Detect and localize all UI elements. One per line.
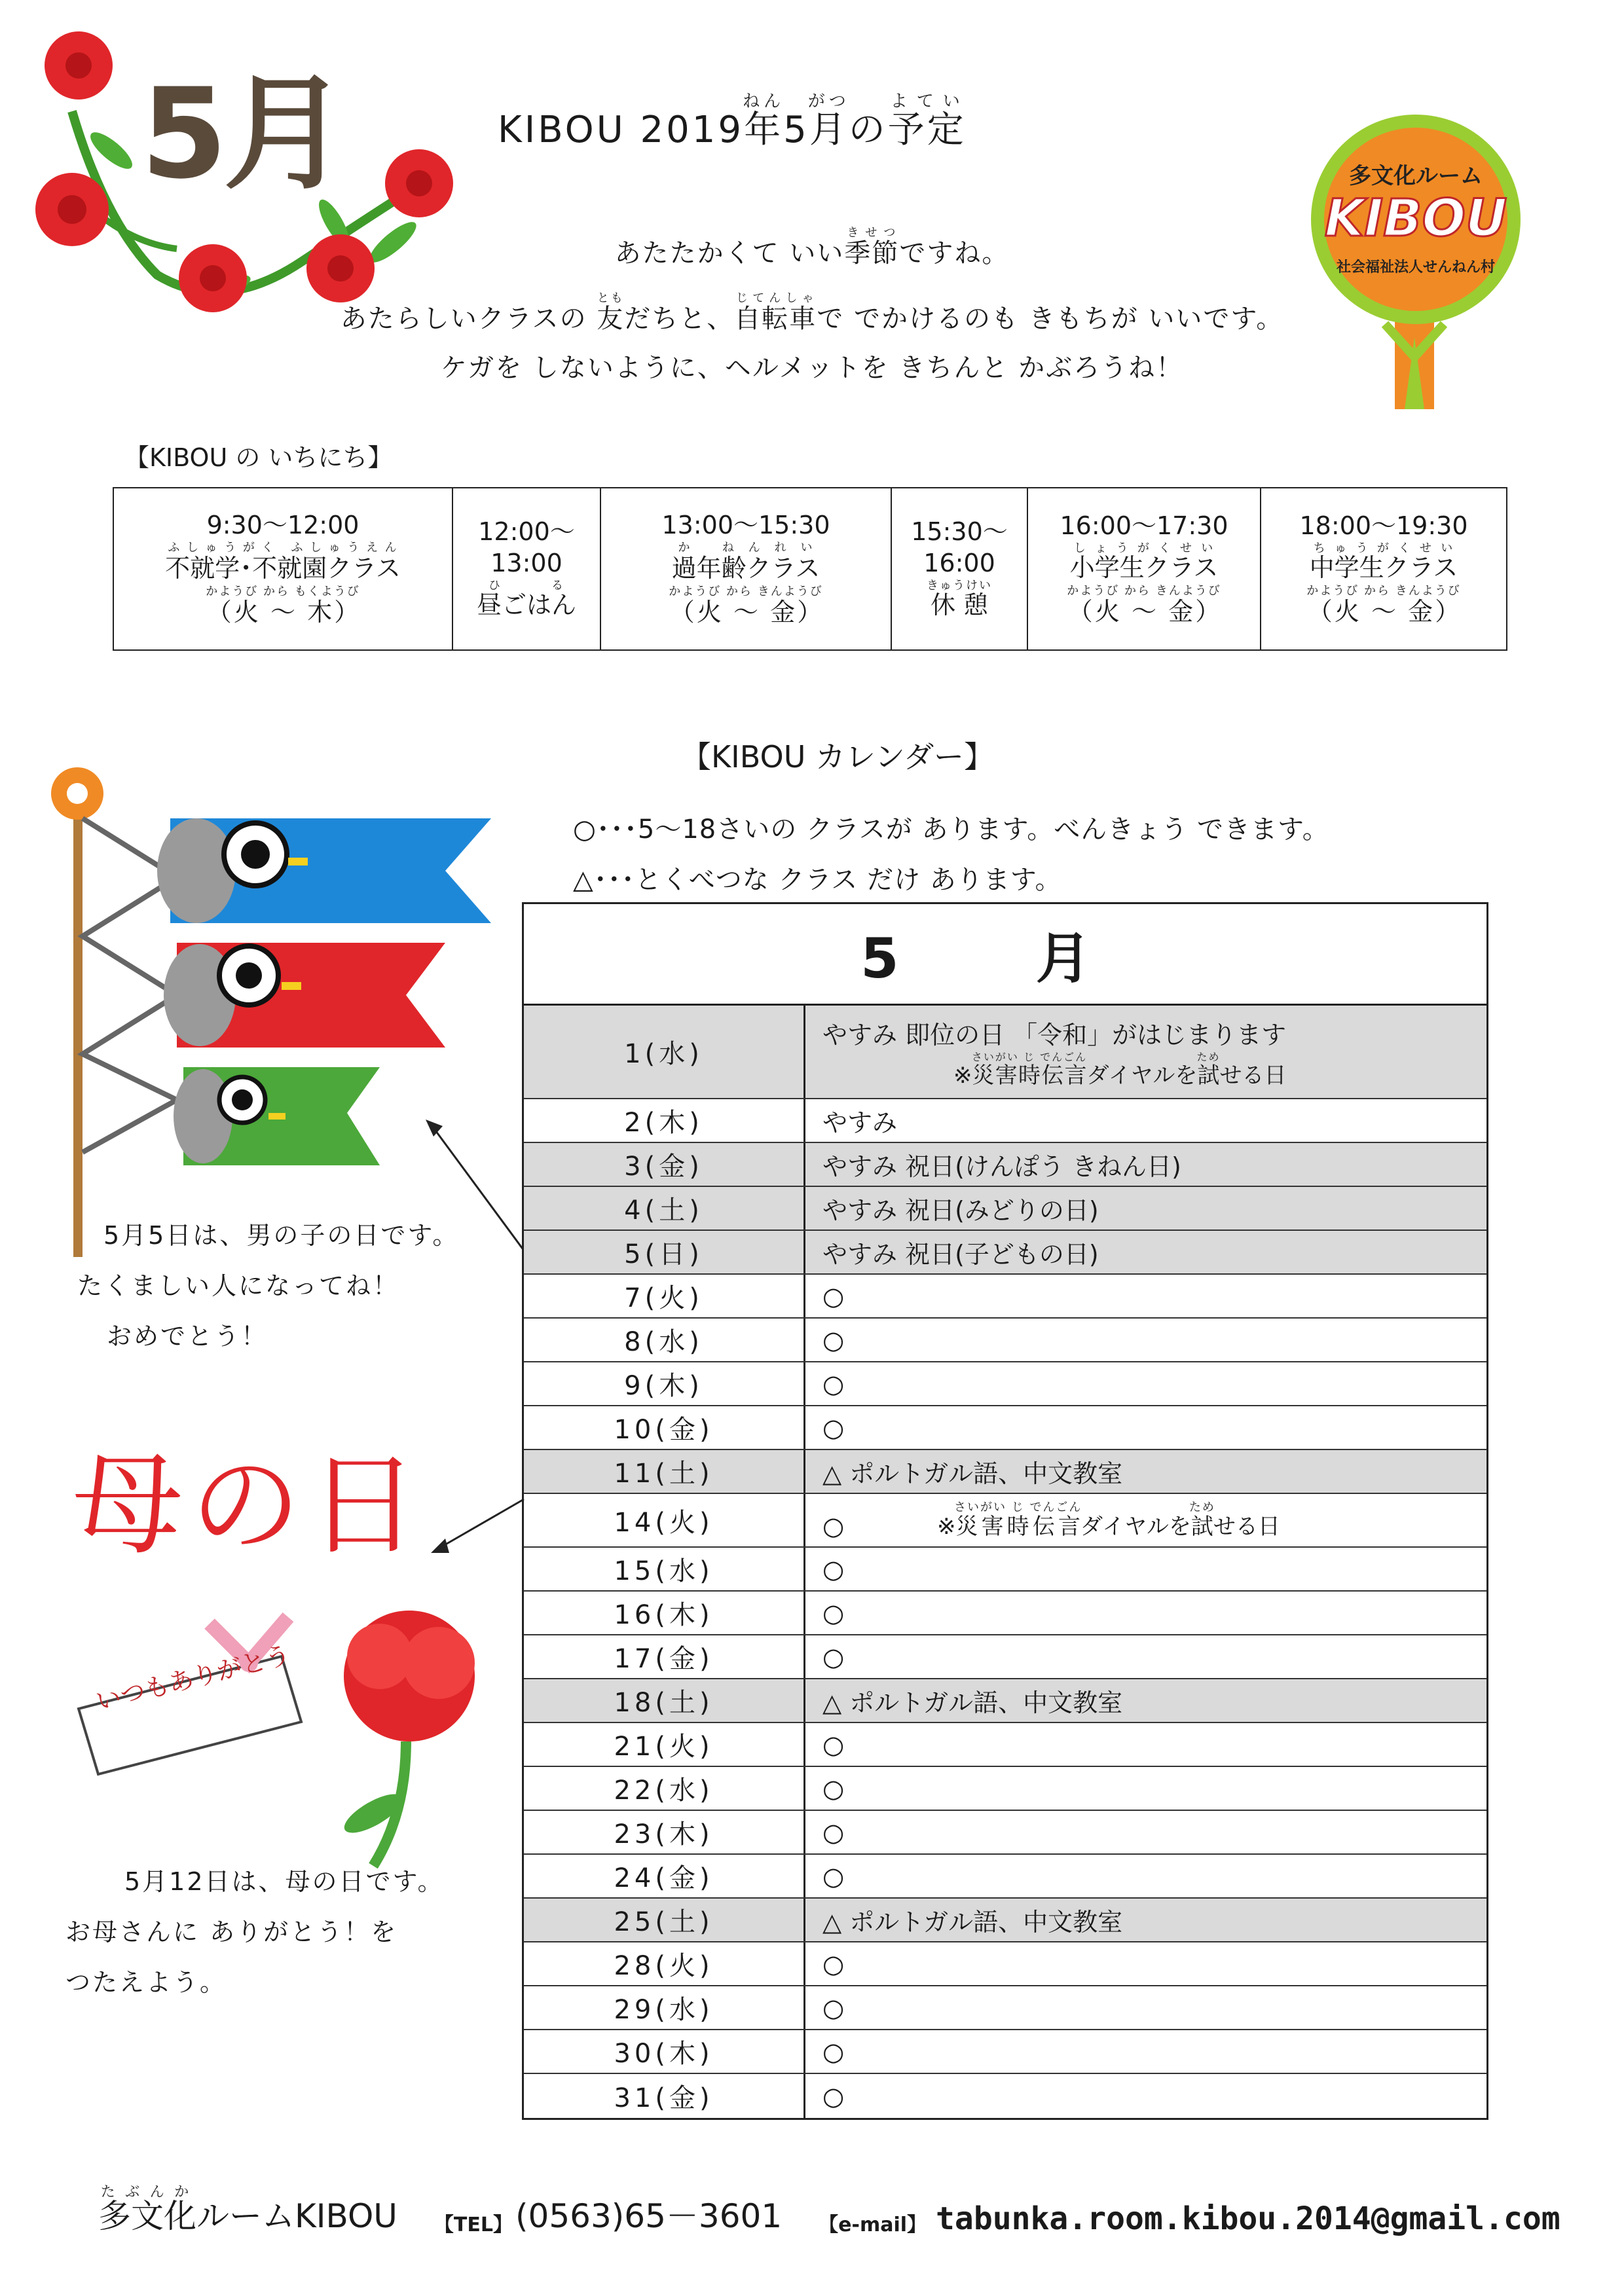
- calendar-date: 23(木): [524, 1811, 805, 1853]
- calendar-date: 4(土): [524, 1187, 805, 1230]
- calendar-date: 15(水): [524, 1548, 805, 1590]
- calendar-note-subtext: ※災害時伝言さいがい じ でんごんダイヤルを試ためせる日: [953, 1050, 1287, 1089]
- schedule-time: 18:00～19:30: [1299, 511, 1468, 540]
- schedule-class-name: 不就学･不就園クラス: [165, 554, 401, 583]
- schedule-class-name: 昼ごはん: [476, 591, 576, 620]
- calendar-note-text: ○: [822, 1642, 845, 1671]
- calendar-note-text: ○: [822, 1774, 845, 1803]
- daily-schedule-table: [113, 487, 1507, 651]
- calendar-note: [805, 1406, 1486, 1449]
- calendar-date: 28(火): [524, 1942, 805, 1985]
- calendar-date: 25(土): [524, 1899, 805, 1941]
- calendar-note-text: △ ポルトガル語、中文教室: [822, 1688, 1123, 1717]
- calendar-row: [524, 1767, 1486, 1811]
- calendar-row: [524, 1723, 1486, 1767]
- calendar-row: [524, 1548, 1486, 1592]
- calendar-row: [524, 1099, 1486, 1143]
- schedule-class-name: 休憩: [927, 591, 992, 620]
- calendar-date: 2(木): [524, 1099, 805, 1142]
- calendar-row: [524, 1231, 1486, 1275]
- schedule-days: （火 ～ 金）: [669, 597, 823, 627]
- schedule-time: 12:00～: [478, 517, 575, 547]
- schedule-cell-preschool: 9:30～12:00 不就学･不就園クラスふしゅうがく ふしゅうえん （火 ～ 木）かようび から もくようび: [114, 488, 453, 649]
- calendar-row: [524, 1406, 1486, 1450]
- calendar-note: [805, 1679, 1486, 1722]
- calendar-row: [524, 1986, 1486, 2030]
- calendar-date: 14(火): [524, 1494, 805, 1546]
- calendar-note-text: やすみ 祝日(けんぽう きねん日): [822, 1152, 1181, 1181]
- calendar-note: [805, 1548, 1486, 1590]
- legend-circle: ○･･･5～18さいの クラスが あります。べんきょう できます。: [573, 814, 1329, 845]
- legend-triangle: △･･･とくべつな クラス だけ あります。: [573, 865, 1062, 895]
- calendar-note: [805, 1855, 1486, 1897]
- calendar-date: 3(金): [524, 1143, 805, 1186]
- schedule-class-name: 小学生クラス: [1069, 553, 1219, 583]
- schedule-time: 16:00～17:30: [1060, 511, 1228, 540]
- schedule-class-name: 過年齢クラス: [671, 554, 821, 583]
- greeting-line-2: あたらしいクラスの 友ともだちと、自転車じてんしゃで でかけるのも きもちが いいです。: [340, 291, 1284, 334]
- calendar-body: [524, 1006, 1486, 2118]
- calendar-note: [805, 1494, 1486, 1546]
- haha-note-line-3: つたえよう。: [65, 1968, 227, 1997]
- calendar-date: 10(金): [524, 1406, 805, 1449]
- calendar-note-text: ○: [822, 1861, 845, 1891]
- logo-main-text: KIBOU: [1324, 189, 1507, 248]
- calendar-note-text: ○: [822, 1281, 845, 1311]
- calendar-note-text: ○: [822, 2037, 845, 2066]
- kodomo-note-line-1: 5月5日は、男の子の日です。: [103, 1221, 460, 1250]
- tel-label: 【TEL】: [434, 2214, 513, 2236]
- calendar-note: [805, 1899, 1486, 1941]
- calendar-date: 31(金): [524, 2074, 805, 2118]
- calendar-date: 30(木): [524, 2030, 805, 2073]
- schedule-days: （火 ～ 木）: [206, 597, 360, 627]
- calendar-note-text: ○: [822, 1598, 845, 1628]
- logo-sub-text: 社会福祉法人せんねん村: [1336, 259, 1496, 276]
- calendar-note-text: △ ポルトガル語、中文教室: [822, 1459, 1123, 1488]
- calendar-heading: 【KIBOU カレンダー】: [681, 739, 994, 774]
- calendar-date: 16(木): [524, 1592, 805, 1634]
- kodomo-note-line-2: たくましい人になってね！: [77, 1271, 400, 1300]
- schedule-time: 9:30～12:00: [206, 510, 360, 539]
- arrow-to-mothers-day: [426, 1493, 530, 1558]
- calendar-date: 24(金): [524, 1855, 805, 1897]
- calendar-note: [805, 1811, 1486, 1853]
- calendar-note: [805, 1942, 1486, 1985]
- calendar-date: 21(火): [524, 1723, 805, 1766]
- calendar-row: [524, 1679, 1486, 1723]
- calendar-note-text: ○: [822, 2081, 845, 2111]
- calendar-note: [805, 2074, 1486, 2118]
- calendar-note-text: やすみ 祝日(みどりの日): [822, 1196, 1099, 1225]
- calendar-note-text: △ ポルトガル語、中文教室: [822, 1908, 1123, 1937]
- schedule-days: （火 ～ 金）: [1306, 596, 1461, 626]
- calendar-note-text: やすみ: [822, 1108, 898, 1137]
- calendar-note: [805, 1275, 1486, 1317]
- may-calendar-table: [522, 902, 1488, 2120]
- calendar-note-text: ○: [822, 1817, 845, 1847]
- logo-top-text: 多文化ルーム: [1349, 163, 1483, 189]
- schedule-cell-junior-high: 18:00～19:30 中学生クラスちゅうがくせい （火 ～ 金）かようび から きんようび: [1299, 511, 1468, 626]
- footer-organization-rest: ルームKIBOU: [196, 2197, 397, 2235]
- tel-number: (0563)65－3601: [515, 2197, 783, 2235]
- carnation-gift-illustration: [65, 1597, 511, 1872]
- calendar-row: [524, 1006, 1486, 1099]
- schedule-time: 15:30～: [911, 517, 1008, 547]
- calendar-note: [805, 1362, 1486, 1405]
- calendar-row: [524, 1319, 1486, 1362]
- schedule-time-end: 16:00: [923, 548, 995, 577]
- schedule-cell-lunch: 12:00～ 13:00 昼ごはんひる: [453, 488, 601, 649]
- calendar-note: [805, 1767, 1486, 1810]
- calendar-date: 1(水): [524, 1006, 805, 1098]
- calendar-date: 18(土): [524, 1679, 805, 1722]
- calendar-note: [805, 1143, 1486, 1186]
- calendar-row: [524, 1855, 1486, 1899]
- calendar-note-text: ○: [822, 1413, 845, 1442]
- daily-schedule-heading: 【KIBOU の いちにち】: [124, 443, 393, 472]
- mothers-day-title: 母の日: [72, 1441, 426, 1571]
- calendar-date: 7(火): [524, 1275, 805, 1317]
- calendar-note: [805, 1187, 1486, 1230]
- greeting-line-1: あたたかくて いい季節きせつですね。: [614, 226, 1010, 268]
- calendar-note-text: やすみ 祝日(子どもの日): [822, 1240, 1099, 1269]
- kodomo-note-line-3: おめでとう！: [107, 1322, 268, 1351]
- calendar-note: [805, 1319, 1486, 1361]
- footer: [98, 2184, 1560, 2237]
- calendar-row: [524, 1187, 1486, 1231]
- calendar-note-text: ○: [822, 1949, 845, 1978]
- calendar-row: [524, 1143, 1486, 1187]
- calendar-note: [805, 1986, 1486, 2029]
- calendar-row: [524, 1275, 1486, 1319]
- schedule-class-name: 中学生クラス: [1309, 553, 1458, 583]
- email-label: 【e-mail】: [819, 2214, 927, 2236]
- calendar-date: 29(水): [524, 1986, 805, 2029]
- schedule-cell-elementary: 16:00～17:30 小学生クラスしょうがくせい （火 ～ 金）かようび から きんようび: [1028, 488, 1261, 649]
- calendar-note-text: ○: [822, 1325, 845, 1355]
- calendar-row: [524, 1450, 1486, 1494]
- calendar-date: 11(土): [524, 1450, 805, 1493]
- calendar-note-text: ○: [822, 1369, 845, 1398]
- calendar-note-text: ○: [822, 1730, 845, 1759]
- calendar-note-subtext: ※災害時伝言さいがい じ でんごんダイヤルを試ためせる日: [937, 1500, 1280, 1540]
- footer-organization: 多文化たぶんか: [98, 2184, 196, 2235]
- calendar-note: [805, 1231, 1486, 1273]
- calendar-row: [524, 1362, 1486, 1406]
- calendar-row: [524, 2030, 1486, 2074]
- calendar-row: [524, 1494, 1486, 1548]
- calendar-date: 17(金): [524, 1635, 805, 1678]
- calendar-month-header: 5 月: [524, 904, 1486, 1006]
- calendar-row: [524, 1592, 1486, 1635]
- calendar-note-text: ○: [822, 1554, 845, 1584]
- calendar-note-text: ○: [822, 1993, 845, 2022]
- calendar-note: [805, 1450, 1486, 1493]
- greeting-line-3: ケガを しないように、ヘルメットを きちんと かぶろうね！: [440, 353, 1184, 383]
- calendar-row: [524, 1899, 1486, 1942]
- schedule-time-end: 13:00: [490, 548, 563, 577]
- email-link[interactable]: tabunka.room.kibou.2014@gmail.com: [936, 2200, 1560, 2237]
- calendar-row: [524, 1635, 1486, 1679]
- calendar-date: 5(日): [524, 1231, 805, 1273]
- calendar-date: 22(水): [524, 1767, 805, 1810]
- calendar-date: 8(水): [524, 1319, 805, 1361]
- calendar-note: [805, 1099, 1486, 1142]
- calendar-note-text: やすみ 即位の日 「令和」がはじまります: [822, 1020, 1287, 1049]
- month-badge: 5月: [141, 62, 344, 206]
- mothers-day-tag: いつもありがとう: [93, 1640, 293, 1717]
- calendar-row: [524, 1942, 1486, 1986]
- schedule-time: 13:00～15:30: [661, 510, 830, 539]
- calendar-note: [805, 1635, 1486, 1678]
- calendar-note: [805, 1723, 1486, 1766]
- calendar-note-text: ○: [822, 1511, 845, 1540]
- page-title: KIBOU 2019年ねん5月がつの予定よてい: [498, 92, 967, 151]
- calendar-date: 9(木): [524, 1362, 805, 1405]
- calendar-row: [524, 1811, 1486, 1855]
- calendar-note: [805, 1592, 1486, 1634]
- schedule-days: （火 ～ 金）: [1067, 596, 1221, 626]
- calendar-note: [805, 2030, 1486, 2073]
- haha-note-line-2: お母さんに ありがとう！を: [65, 1918, 398, 1946]
- calendar-row: [524, 2074, 1486, 2118]
- schedule-cell-break: 15:30～ 16:00 休憩きゅうけい: [892, 488, 1028, 649]
- schedule-cell-overage: 13:00～15:30 過年齢クラスか ねんれい （火 ～ 金）かようび から きんようび: [601, 488, 892, 649]
- haha-note-line-1: 5月12日は、母の日です。: [124, 1867, 445, 1896]
- calendar-note: [805, 1006, 1486, 1098]
